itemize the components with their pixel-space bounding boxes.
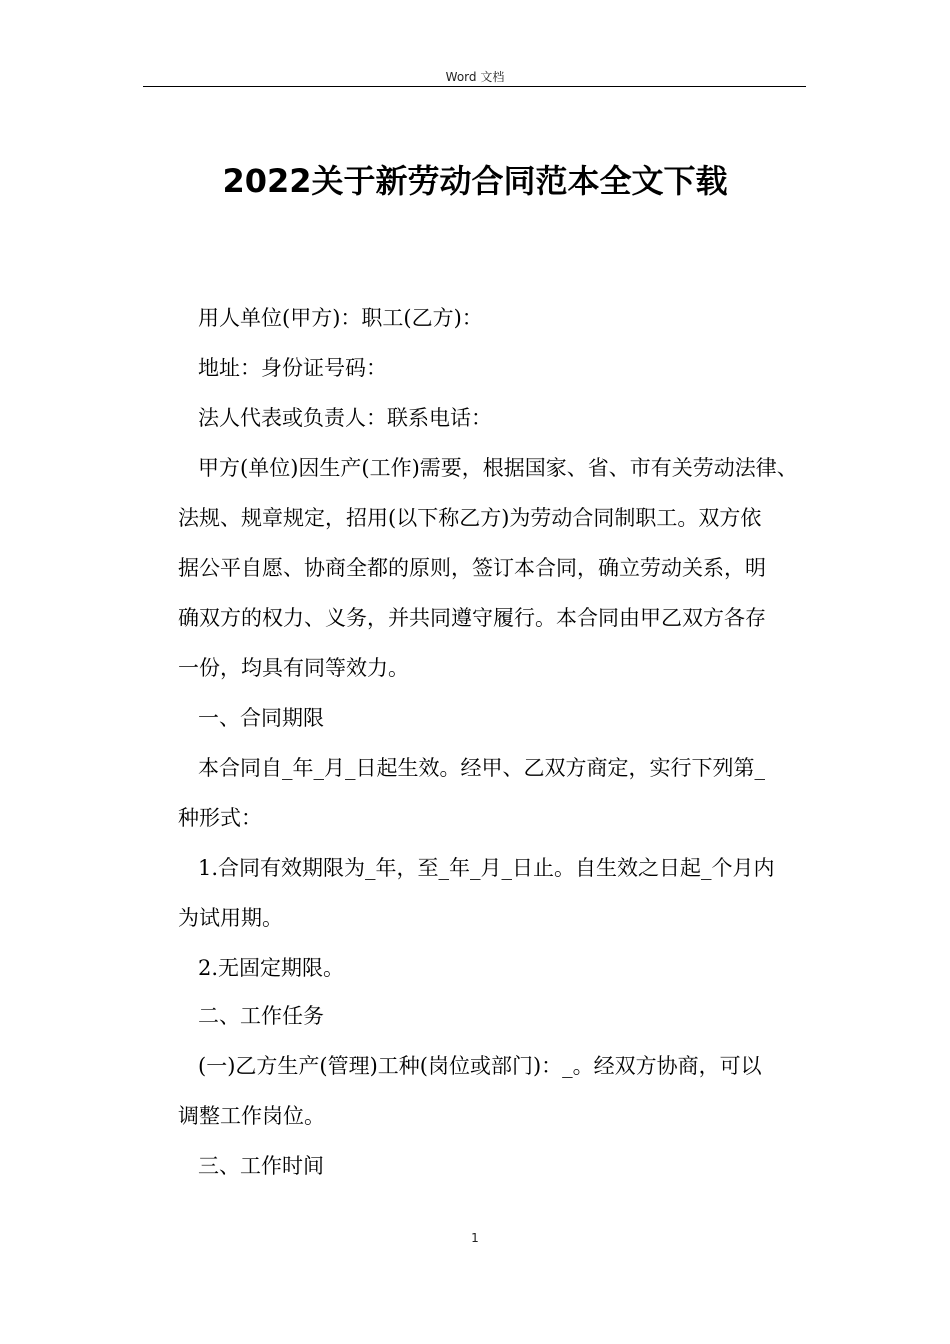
paragraph-line: 用人单位(甲方)：职工(乙方)： bbox=[198, 306, 483, 330]
paragraph-line: 法规、规章规定，招用(以下称乙方)为劳动合同制职工。双方依 bbox=[178, 506, 762, 530]
header-divider bbox=[143, 86, 806, 87]
paragraph-line: 1.合同有效期限为_年，至_年_月_日止。自生效之日起_个月内 bbox=[198, 856, 775, 880]
paragraph-line: 甲方(单位)因生产(工作)需要，根据国家、省、市有关劳动法律、 bbox=[198, 456, 798, 480]
paragraph-line: 一份，均具有同等效力。 bbox=[178, 656, 409, 680]
page-number: 1 bbox=[471, 1231, 479, 1245]
paragraph-line: 为试用期。 bbox=[178, 906, 283, 930]
document-title: 2022关于新劳动合同范本全文下载 bbox=[222, 162, 728, 200]
page-header: Word 文档 bbox=[445, 70, 505, 84]
paragraph-line: 本合同自_年_月_日起生效。经甲、乙双方商定，实行下列第_ bbox=[198, 756, 765, 780]
section-heading: 二、工作任务 bbox=[198, 1004, 324, 1028]
paragraph-line: 调整工作岗位。 bbox=[178, 1104, 325, 1128]
paragraph-line: 种形式： bbox=[178, 806, 262, 830]
paragraph-line: (一)乙方生产(管理)工种(岗位或部门)：_。经双方协商，可以 bbox=[198, 1054, 762, 1078]
section-heading: 一、合同期限 bbox=[198, 706, 324, 730]
paragraph-line: 2.无固定期限。 bbox=[198, 956, 345, 980]
paragraph-line: 据公平自愿、协商全都的原则，签订本合同，确立劳动关系，明 bbox=[178, 556, 766, 580]
section-heading: 三、工作时间 bbox=[198, 1154, 324, 1178]
paragraph-line: 确双方的权力、义务，并共同遵守履行。本合同由甲乙双方各存 bbox=[178, 606, 766, 630]
paragraph-line: 地址：身份证号码： bbox=[198, 356, 387, 380]
paragraph-line: 法人代表或负责人：联系电话： bbox=[198, 406, 492, 430]
